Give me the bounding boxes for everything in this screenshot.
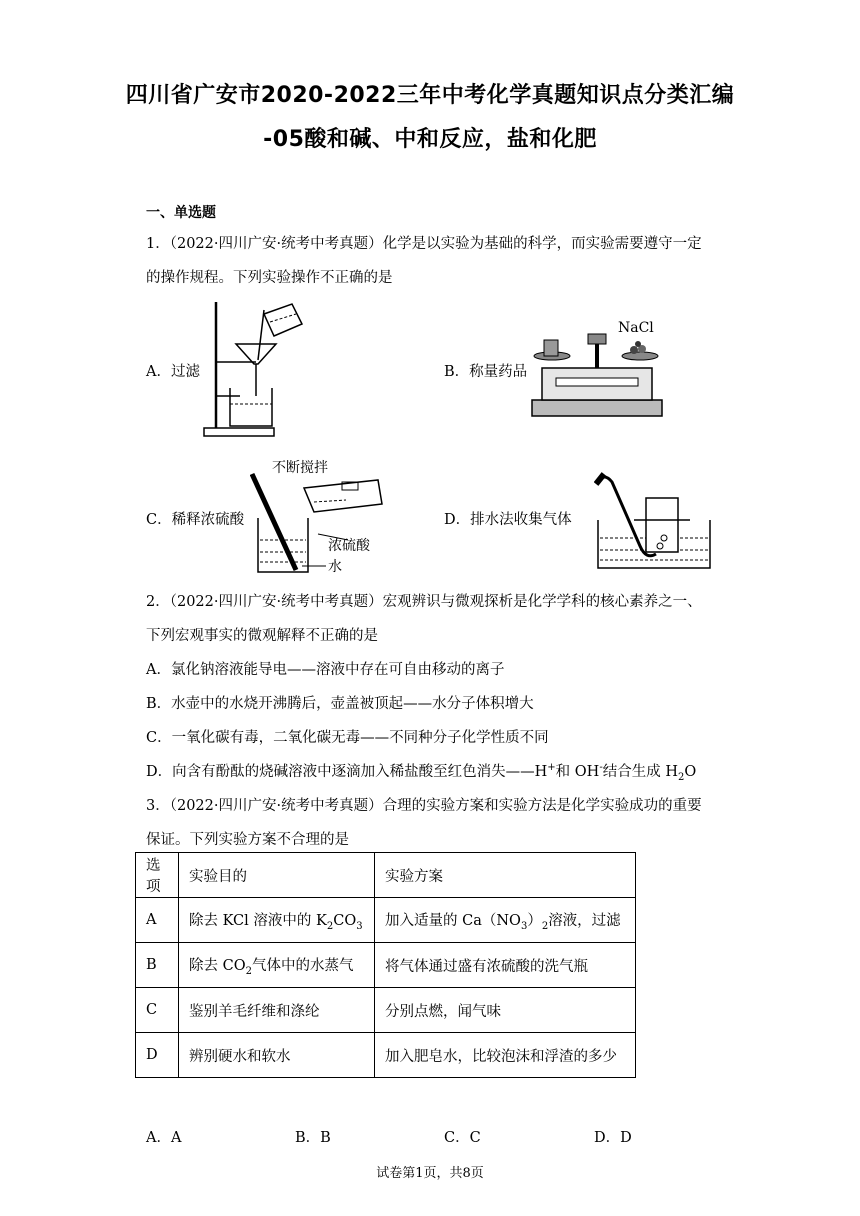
q3-stem-line2: 保证。下列实验方案不合理的是 bbox=[146, 832, 349, 848]
q2-stem-line1: 2．（2022·四川广安·统考中考真题）宏观辨识与微观探析是化学学科的核心素养之一、 bbox=[146, 594, 702, 610]
table-cell: 除去 $CO_2$气体中的水蒸气 bbox=[179, 943, 375, 988]
table-row bbox=[136, 898, 636, 943]
table-cell: 加入肥皂水，比较泡沫和浮渣的多少 bbox=[375, 1033, 636, 1078]
q1-stem-line1: 1．（2022·四川广安·统考中考真题）化学是以实验为基础的科学，而实验需要遵守一定 bbox=[146, 236, 702, 252]
q3-answer-c: C．C bbox=[444, 1130, 481, 1146]
table-header-cell: 实验方案 bbox=[375, 853, 636, 898]
stir-label: 不断搅拌 bbox=[272, 460, 328, 476]
q2-option-c: C．一氧化碳有毒，二氧化碳无毒——不同种分子化学性质不同 bbox=[146, 730, 549, 746]
nacl-label: NaCl bbox=[618, 320, 654, 336]
page-title-line1: 四川省广安市2020-2022三年中考化学真题知识点分类汇编 bbox=[125, 83, 735, 108]
table-cell: A bbox=[136, 898, 179, 943]
page-footer: 试卷第1页，共8页 bbox=[376, 1166, 484, 1181]
table-cell: B bbox=[136, 943, 179, 988]
table-cell: 除去 KCl 溶液中的 $K_2CO_3$ bbox=[179, 898, 375, 943]
water-displacement-figure bbox=[594, 468, 714, 574]
table-cell: 加入适量的 $Ca(NO_3)_2$溶液，过滤 bbox=[375, 898, 636, 943]
table-header-cell: 选项 bbox=[136, 853, 179, 898]
table-cell: 将气体通过盛有浓硫酸的洗气瓶 bbox=[375, 943, 636, 988]
q1-option-b: B．称量药品 bbox=[444, 364, 528, 380]
table-row bbox=[136, 988, 636, 1033]
q1-stem-line2: 的操作规程。下列实验操作不正确的是 bbox=[146, 270, 393, 286]
table-cell: C bbox=[136, 988, 179, 1033]
q2-stem-line2: 下列宏观事实的微观解释不正确的是 bbox=[146, 628, 378, 644]
table-row bbox=[136, 943, 636, 988]
table-header-row bbox=[136, 853, 636, 898]
table-row bbox=[136, 1033, 636, 1078]
q2-option-d: D．向含有酚酞的烧碱溶液中逐滴加入稀盐酸至红色消失——H+和 OH-结合生成 $H_2O$ bbox=[146, 762, 697, 783]
q1-option-c: C．稀释浓硫酸 bbox=[146, 512, 245, 528]
q1-option-d: D．排水法收集气体 bbox=[444, 512, 572, 528]
dilution-figure bbox=[250, 458, 390, 580]
q2-option-a: A．氯化钠溶液能导电——溶液中存在可自由移动的离子 bbox=[146, 662, 505, 678]
table-cell: D bbox=[136, 1033, 179, 1078]
table-cell: 辨别硬水和软水 bbox=[179, 1033, 375, 1078]
q2-option-b: B．水壶中的水烧开沸腾后，壶盖被顶起——水分子体积增大 bbox=[146, 696, 534, 712]
page-title-line2: -05酸和碱、中和反应，盐和化肥 bbox=[263, 127, 597, 152]
q3-stem-line1: 3．（2022·四川广安·统考中考真题）合理的实验方案和实验方法是化学实验成功的重要 bbox=[146, 798, 702, 814]
q3-options-table bbox=[135, 852, 636, 1078]
balance-figure bbox=[528, 312, 668, 422]
q3-answer-d: D．D bbox=[594, 1130, 632, 1146]
q3-answer-a: A．A bbox=[146, 1130, 182, 1146]
filtration-figure bbox=[200, 300, 310, 440]
q3-answer-b: B．B bbox=[295, 1130, 331, 1146]
table-header-cell: 实验目的 bbox=[179, 853, 375, 898]
water-label: 水 bbox=[328, 559, 342, 575]
table-cell: 分别点燃，闻气味 bbox=[375, 988, 636, 1033]
section-heading: 一、单选题 bbox=[146, 205, 216, 221]
acid-label: 浓硫酸 bbox=[328, 538, 370, 554]
q1-option-a: A．过滤 bbox=[146, 364, 200, 380]
table-cell: 鉴别羊毛纤维和涤纶 bbox=[179, 988, 375, 1033]
